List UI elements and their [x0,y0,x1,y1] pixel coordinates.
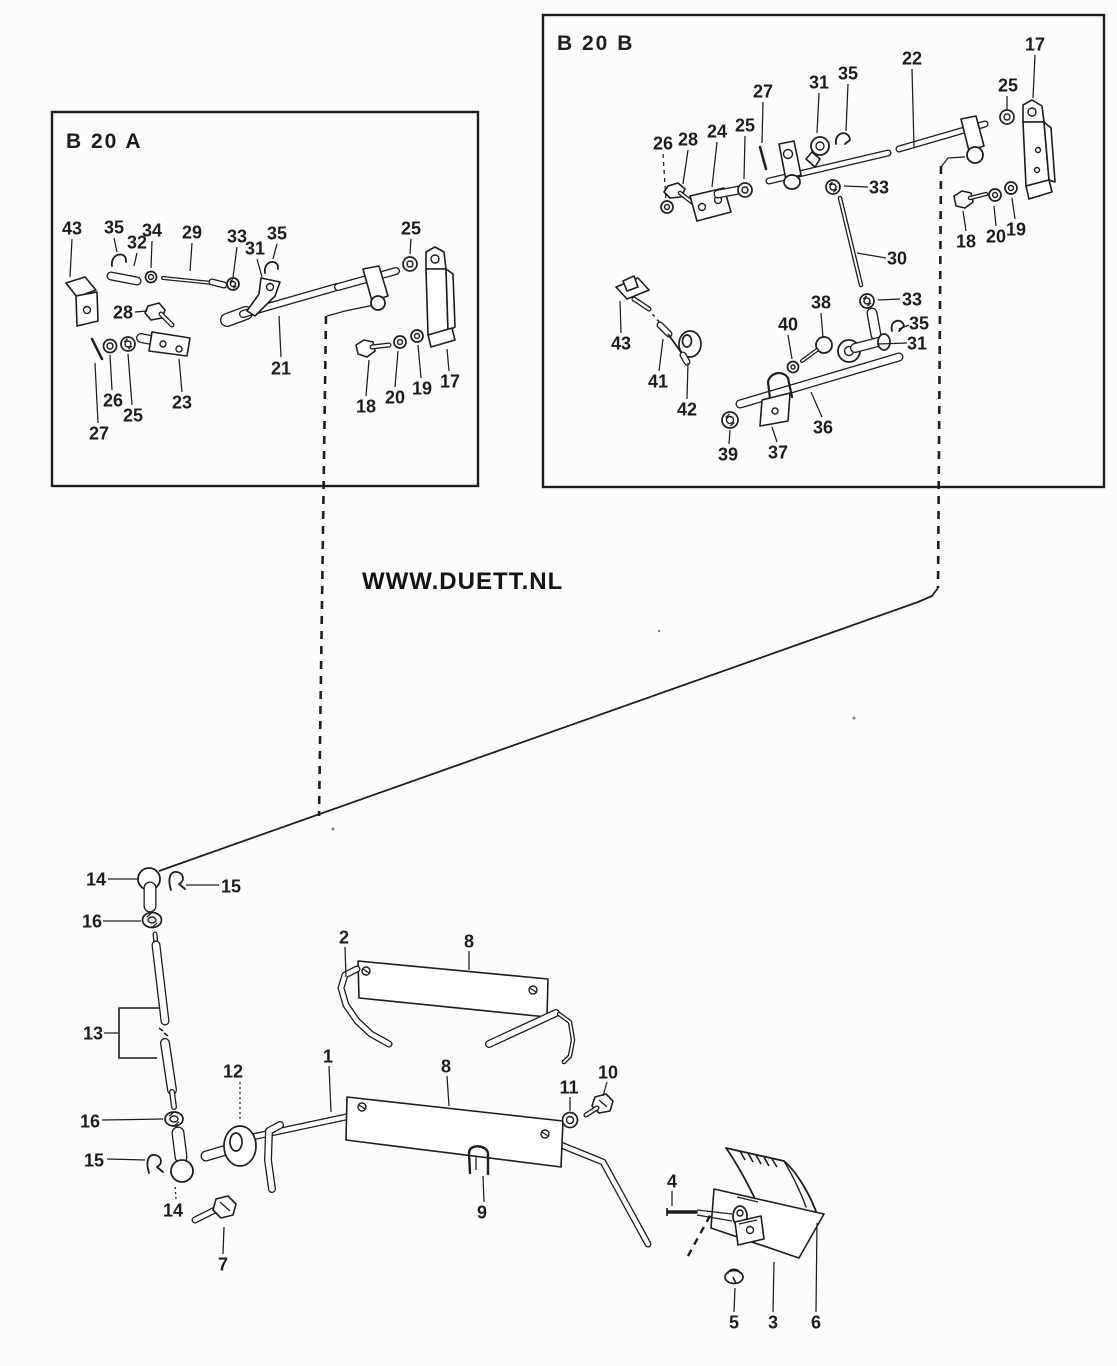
part-label: 31 [808,72,830,93]
grommet [230,1133,242,1151]
washer-inner [567,1117,574,1124]
part-label: 31 [906,333,928,354]
part-label: 26 [652,133,674,154]
part-label: 37 [767,442,789,463]
washer-inner [149,275,154,280]
part-label: 16 [81,911,103,932]
washer-inner [231,282,236,287]
washer-inner [665,205,670,210]
watermark-text: WWW.DUETT.NL [362,568,564,595]
part-label: 36 [812,417,834,438]
part-label: 35 [908,313,930,334]
part-label: 32 [126,232,148,253]
washer-inner [398,340,403,345]
part-body [178,1133,181,1157]
part-label: 5 [728,1312,740,1333]
part-label: 18 [955,231,977,252]
part-label: 35 [103,217,125,238]
part-body [172,1092,174,1107]
ball [967,147,983,163]
part-label: 33 [901,289,923,310]
washer-inner [1009,186,1014,191]
washer-inner [125,341,131,347]
washer-inner [148,917,156,923]
part-label: 30 [886,248,908,269]
ball [371,296,385,310]
part-label: 17 [1024,34,1046,55]
part-label: 43 [61,218,83,239]
washer-inner [170,1116,178,1122]
part-label: 33 [226,226,248,247]
part-label: 35 [266,223,288,244]
bracket-plate [446,269,455,331]
part-label: 9 [476,1202,488,1223]
part-label: 38 [810,292,832,313]
part-label: 4 [666,1171,678,1192]
part-label: 8 [463,931,475,952]
washer-inner [415,334,420,339]
washer-inner [791,365,795,369]
part-label: 18 [355,396,377,417]
part-label: 2 [338,927,350,948]
part-label: 16 [79,1111,101,1132]
part-label: 25 [122,405,144,426]
part-label: 21 [270,358,292,379]
scan-speck [332,828,335,831]
part-label: 28 [112,302,134,323]
part-label: 20 [384,387,406,408]
inset-title-b20a: B 20 A [66,130,143,153]
part-label: 15 [83,1150,105,1171]
part-label: 14 [162,1200,184,1221]
part-label: 27 [752,81,774,102]
part-label: 33 [868,177,890,198]
part-label: 26 [102,390,124,411]
scan-speck [658,630,660,632]
part-label: 1 [322,1046,334,1067]
part-label: 28 [677,129,699,150]
grommet [878,334,890,350]
part-label: 42 [676,399,698,420]
washer-inner [407,261,413,267]
part-label: 24 [706,121,728,142]
washer-inner [727,417,734,424]
part-label: 29 [181,222,203,243]
washer-inner [864,298,870,304]
part-label: 13 [82,1023,104,1044]
part-label: 35 [837,63,859,84]
part-label: 43 [610,333,632,354]
washer-inner [830,184,836,190]
part-label: 6 [810,1312,822,1333]
part-label: 12 [222,1061,244,1082]
washer-inner [993,193,998,198]
part-label: 15 [220,876,242,897]
part-label: 41 [647,371,669,392]
part-label: 14 [85,869,107,890]
ball [171,1160,193,1182]
scan-speck [853,717,856,720]
part-label: 25 [997,75,1019,96]
part-label: 25 [400,218,422,239]
part-label: 8 [440,1056,452,1077]
inset-title-b20b: B 20 B [557,32,635,55]
ball [811,137,829,155]
bracket-plate [735,1216,764,1245]
bracket-plate [76,292,98,326]
part-label: 31 [244,238,266,259]
part-label: 20 [985,226,1007,247]
part-label: 17 [439,371,461,392]
bracket-plate [426,269,448,335]
washer-inner [742,187,748,193]
part-label: 7 [217,1254,229,1275]
part-label: 11 [559,1077,579,1098]
part-label: 39 [717,444,739,465]
part-body [206,1151,223,1156]
part-label: 10 [597,1062,619,1083]
part-label: 19 [411,378,433,399]
part-label: 22 [901,48,923,69]
part-label: 19 [1005,219,1027,240]
part-body [212,282,224,285]
part-label: 34 [141,220,163,241]
part-label: 27 [88,423,110,444]
part-label: 3 [767,1312,779,1333]
grommet [784,175,800,189]
washer-inner [107,343,113,349]
part-label: 25 [734,115,756,136]
part-label: 40 [777,314,799,335]
washer-inner [1004,114,1010,120]
part-body [718,190,739,194]
part-body [872,313,876,335]
part-label: 23 [171,392,193,413]
grommet [683,335,692,347]
